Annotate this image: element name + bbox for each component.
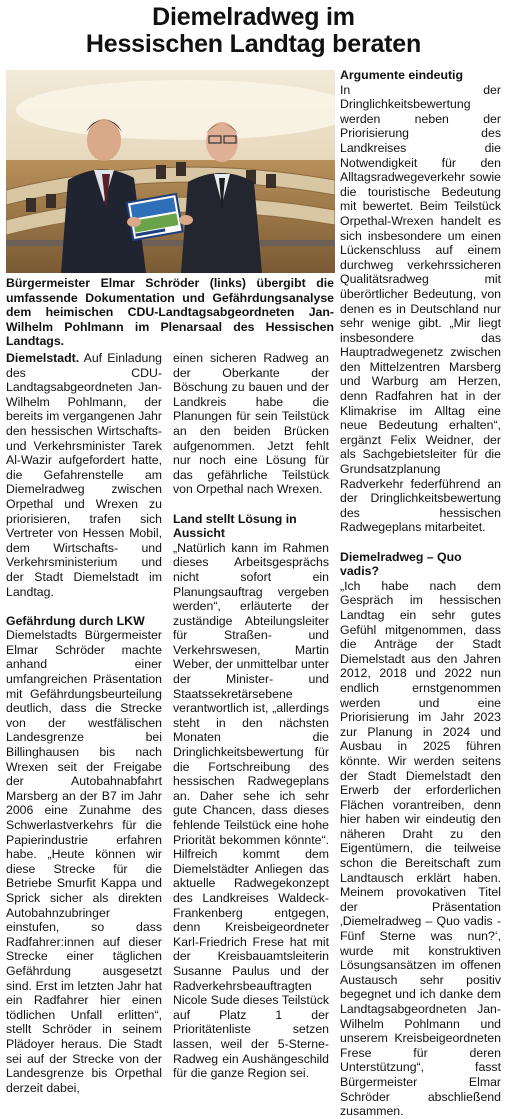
intro-text: Auf Einladung des CDU-Landtagsabgeordneten Jan-Wilhelm Pohlmann, der bereits im vergangenen Jahr den hessischen Wirtschafts- und Verkehrsminister Tarek Al-Wazir aufgefordert hatte, die Gefahrenstelle am Diemelradweg zwischen Orpethal und Wrexen zu priorisieren, trafen sich Vertreter von Hessen Mobil, dem Wirtschafts- und Verkehrsministerium und der Stadt Diemelstadt im Landtag. bbox=[6, 351, 162, 599]
subheading-quo-vadis: Diemelradweg – Quo vadis? bbox=[340, 549, 462, 579]
paragraph-intro bbox=[6, 351, 162, 599]
headline-line-2: Hessischen Landtag beraten bbox=[85, 30, 422, 58]
headline-line-1: Diemelradweg im bbox=[152, 3, 355, 31]
plenary-hall-photo bbox=[6, 70, 335, 273]
paragraph-gefaehrdung: Diemelstadts Bürgermeister Elmar Schröder machte anhand einer umfangreichen Präsentation mit Gefährdungsbeurteilung deutlich, dass die Strecke von der westfälischen Landesgrenze bei Billinghausen bis nach Wrexen seit der Freigabe der Autobahnabfahrt Marsberg an der B7 im Jahr 2006 eine Zunahme des Schwerlastverkehrs für die Papierindustrie erfahren habe. „Heute können wir diese Strecke für die Betriebe Smurfit Kappa und Sprick sicher als direkten Autobahnzubringer einstufen, so dass Radfahrer:innen auf dieser Strecke einer täglichen Gefährdung ausgesetzt sind. Erst im letzten Jahr hat ein Radfahrer hier einen tödlichen Unfall erlitten“, stellt Schröder in seinem Plädoyer heraus. Die Stadt sei auf der Strecke von der Landesgrenze bis Orpethal derzeit dabei, bbox=[6, 628, 162, 1095]
dateline: Diemelstadt. bbox=[6, 351, 80, 365]
photo-caption: Bürgermeister Elmar Schröder (links) übergibt die umfassende Dokumentation und Gefährdungsanalyse dem heimischen CDU-Landtagsabgeordneten Jan-Wilhelm Pohlmann im Plenarsaal des Hessischen Landtags. bbox=[6, 276, 334, 349]
paragraph-quo-vadis: „Ich habe nach dem Gespräch im hessischen Landtag ein sehr gutes Gefühl mitgenommen, dass die Anträge der Stadt Diemelstadt aus den Jahren 2012, 2018 und 2022 nun endlich ernstgenommen werden und eine Priorisierung im Jahr 2023 zur Planung in 2024 und Ausbau in 2025 führen könnte. Wir werden seitens der Stadt Diemelstadt den Erwerb der erforderlichen Flächen vorantreiben, denn hier haben wir eindeutig den näheren Draht zu den Eigentümern, die teilweise schon die Bereitschaft zum Landtausch erklärt haben. Meinem provokativen Titel der Präsentation ‚Diemelradweg – Quo vadis - Fünf Sterne was nun?‘, wurde mit konstruktiven Lösungsansätzen im offenen Austausch sehr positiv begegnet und ich danke dem Landtagsabgeordneten Jan-Wilhelm Pohlmann und unserem Kreisbeigeordneten Frese für deren Unterstützung“, fasst Bürgermeister Elmar Schröder abschließend zusammen. bbox=[340, 578, 501, 1119]
article-column-1 bbox=[6, 351, 162, 1095]
subheading-gefaehrdung: Gefährdung durch LKW bbox=[6, 613, 145, 628]
article-headline bbox=[0, 4, 507, 58]
paragraph-continuation: einen sicheren Radweg an der Oberkante der Böschung zu bauen und der Landkreis habe die Planungen für sein Teilstück an den beiden Brücken aufgenommen. Jetzt fehlt nur noch eine Lösung für das gefährliche Teilstück von Orpethal nach Wrexen. bbox=[173, 351, 329, 497]
article-photo bbox=[6, 70, 335, 273]
document-icon bbox=[127, 194, 183, 240]
subheading-argumente: Argumente eindeutig bbox=[340, 68, 463, 82]
subheading-land-loesung: Land stellt Lösung in Aussicht bbox=[173, 511, 297, 541]
article-column-3 bbox=[340, 68, 501, 1119]
paragraph-argumente: In der Dringlichkeitsbewertung werden neben der Priorisierung des Landkreises die Notwendigkeit für den Alltagsradwegeverkehr sowie die touristische Bedeutung mit bewertet. Beim Teilstück Orpethal-Wrexen handelt es sich insbesondere um einen Lückenschluss auf einem durchweg verkehrssicheren Qualitätsradweg mit überörtlicher Bedeutung, von denen es in Deutschland nur sehr wenige gibt. „Mir liegt insbesondere das Hauptradwegenetz zwischen den Mittelzentren Marsberg und Warburg am Herzen, denn Radfahren hat in der Klimakrise im Alltag eine neue Bedeutung erhalten“, ergänzt Felix Weidner, der als Sachgebietsleiter für die Grundsatzplanung Radverkehr federführend an der Dringlichkeitsbewertung des hessischen Radwegeplans mitarbeitet. bbox=[340, 82, 501, 535]
article-column-2 bbox=[173, 351, 329, 1081]
paragraph-land-loesung: „Natürlich kann im Rahmen dieses Arbeitsgesprächs nicht sofort ein Planungsauftrag vergeben werden“, erläuterte der zuständige Abteilungsleiter für Straßen- und Verkehrswesen, Martin Weber, der unmittelbar unter der Minister- und Staatssekretärsebene verantwortlich ist, „allerdings steht in den nächsten Monaten die Dringlichkeitsbewertung für die Fortschreibung des hessischen Radwegeplans an. Daher sehe ich sehr gute Chancen, dass dieses fehlende Teilstück eine hohe Priorität bekommen könnte“. Hilfreich kommt dem Diemelstädter Anliegen das aktuelle Radwegekonzept des Landkreises Waldeck-Frankenberg entgegen, denn Kreisbeigeordneter Karl-Friedrich Frese hat mit der Kreisbauamtsleiterin Susanne Paulus und der Radverkehrsbeauftragten Nicole Sude dieses Teilstück auf Platz 1 der Prioritätenliste setzen lassen, weil der 5-Sterne-Radweg ein Aushängeschild für die ganze Region sei. bbox=[173, 540, 329, 1081]
